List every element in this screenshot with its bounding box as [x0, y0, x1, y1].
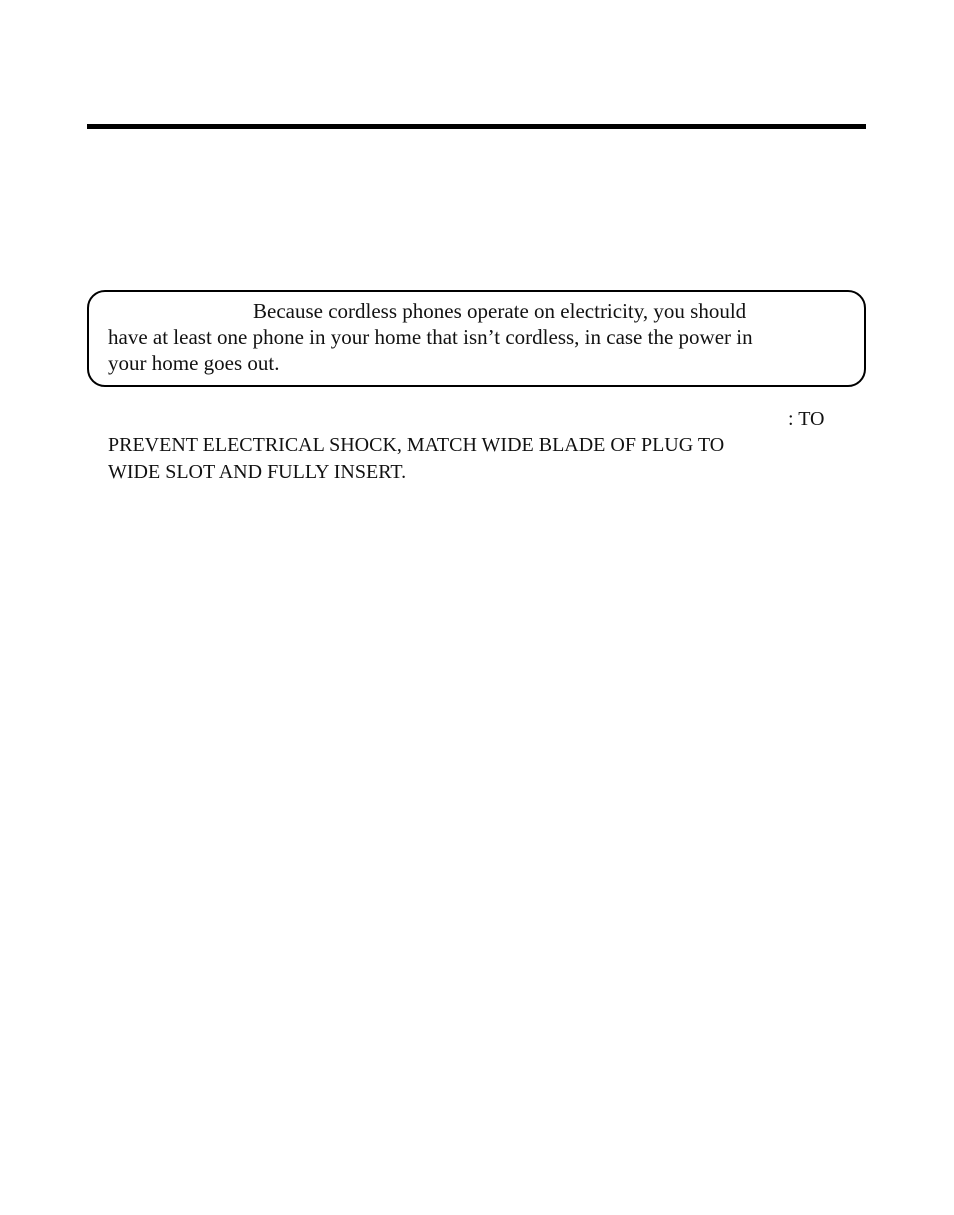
note-text-line-1: Because cordless phones operate on electricity, you should — [253, 299, 747, 323]
header-rule — [87, 124, 866, 129]
warning-text-line-1: : TO — [788, 408, 825, 430]
note-text-line-2: have at least one phone in your home that isn’t cordless, in case the power in — [108, 325, 753, 349]
warning-text-line-2: PREVENT ELECTRICAL SHOCK, MATCH WIDE BLADE OF PLUG TO — [108, 434, 725, 456]
warning-text-line-3: WIDE SLOT AND FULLY INSERT. — [108, 461, 407, 483]
note-text-line-3: your home goes out. — [108, 351, 280, 375]
